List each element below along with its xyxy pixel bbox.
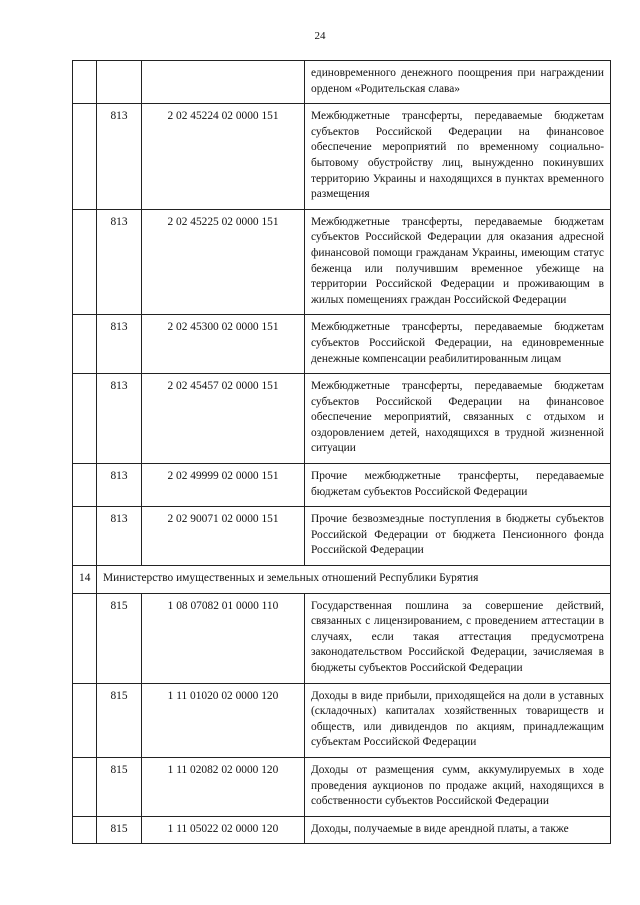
revenue-description-cell: Доходы от размещения сумм, аккумулируемых в ходе проведения аукционов по продаже акций, находящихся в собственности субъектов Российской Федерации bbox=[305, 757, 611, 816]
revenue-description-cell: единовременного денежного поощрения при награждении орденом «Родительская слава» bbox=[305, 61, 611, 104]
row-number-cell bbox=[73, 464, 97, 507]
ministry-row bbox=[73, 566, 611, 594]
revenue-description-cell: Межбюджетные трансферты, передаваемые бюджетам субъектов Российской Федерации для оказания адресной финансовой помощи гражданам Украины, имеющим статус беженца или получившим временное убежище на территории Российской Федерации и проживающим в жилых помещениях граждан Российской Федерации bbox=[305, 209, 611, 315]
table-row bbox=[73, 683, 611, 757]
row-number-cell bbox=[73, 104, 97, 210]
revenue-code-cell: 2 02 90071 02 0000 151 bbox=[142, 507, 305, 566]
row-number-cell bbox=[73, 683, 97, 757]
admin-code-cell: 815 bbox=[97, 757, 142, 816]
table-body bbox=[73, 61, 611, 844]
admin-code-cell: 815 bbox=[97, 683, 142, 757]
revenue-code-cell: 2 02 45225 02 0000 151 bbox=[142, 209, 305, 315]
table-row bbox=[73, 104, 611, 210]
revenue-code-cell bbox=[142, 61, 305, 104]
revenue-administrators-table bbox=[72, 60, 611, 844]
revenue-description-cell: Прочие безвозмездные поступления в бюджеты субъектов Российской Федерации от бюджета Пенсионного фонда Российской Федерации bbox=[305, 507, 611, 566]
revenue-code-cell: 1 11 02082 02 0000 120 bbox=[142, 757, 305, 816]
row-number-cell bbox=[73, 757, 97, 816]
revenue-code-cell: 2 02 49999 02 0000 151 bbox=[142, 464, 305, 507]
admin-code-cell: 813 bbox=[97, 104, 142, 210]
row-number-cell: 14 bbox=[73, 566, 97, 594]
row-number-cell bbox=[73, 209, 97, 315]
revenue-description-cell: Доходы в виде прибыли, приходящейся на доли в уставных (складочных) капиталах хозяйственных товариществ и обществ, или дивидендов по акциям, принадлежащим субъектам Российской Федерации bbox=[305, 683, 611, 757]
revenue-code-cell: 1 08 07082 01 0000 110 bbox=[142, 593, 305, 683]
revenue-code-cell: 1 11 01020 02 0000 120 bbox=[142, 683, 305, 757]
admin-code-cell: 813 bbox=[97, 374, 142, 464]
admin-code-cell: 813 bbox=[97, 464, 142, 507]
admin-code-cell: 813 bbox=[97, 209, 142, 315]
table-row bbox=[73, 315, 611, 374]
table-row bbox=[73, 816, 611, 844]
row-number-cell bbox=[73, 593, 97, 683]
page-number: 24 bbox=[314, 30, 326, 42]
table-row bbox=[73, 61, 611, 104]
row-number-cell bbox=[73, 507, 97, 566]
row-number-cell bbox=[73, 816, 97, 844]
revenue-description-cell: Доходы, получаемые в виде арендной платы, а также bbox=[305, 816, 611, 844]
revenue-description-cell: Межбюджетные трансферты, передаваемые бюджетам субъектов Российской Федерации на финансовое обеспечение мероприятий по временному социально-бытовому обустройству лиц, вынужденно покинувших территорию Украины и находящихся в пунктах временного размещения bbox=[305, 104, 611, 210]
revenue-code-cell: 2 02 45224 02 0000 151 bbox=[142, 104, 305, 210]
revenue-description-cell: Межбюджетные трансферты, передаваемые бюджетам субъектов Российской Федерации на финансовое обеспечение мероприятий, связанных с отдыхом и оздоровлением детей, находящихся в трудной жизненной ситуации bbox=[305, 374, 611, 464]
row-number-cell bbox=[73, 61, 97, 104]
revenue-code-cell: 2 02 45457 02 0000 151 bbox=[142, 374, 305, 464]
admin-code-cell: 815 bbox=[97, 593, 142, 683]
admin-code-cell: 815 bbox=[97, 816, 142, 844]
row-number-cell bbox=[73, 374, 97, 464]
table-row bbox=[73, 507, 611, 566]
admin-code-cell: 813 bbox=[97, 315, 142, 374]
revenue-description-cell: Прочие межбюджетные трансферты, передаваемые бюджетам субъектов Российской Федерации bbox=[305, 464, 611, 507]
table-row bbox=[73, 757, 611, 816]
table-row bbox=[73, 464, 611, 507]
ministry-name-cell: Министерство имущественных и земельных отношений Республики Бурятия bbox=[97, 566, 611, 594]
table-row bbox=[73, 209, 611, 315]
table-row bbox=[73, 593, 611, 683]
row-number-cell bbox=[73, 315, 97, 374]
revenue-description-cell: Межбюджетные трансферты, передаваемые бюджетам субъектов Российской Федерации, на единовременные денежные компенсации реабилитированным лицам bbox=[305, 315, 611, 374]
table-row bbox=[73, 374, 611, 464]
revenue-code-cell: 1 11 05022 02 0000 120 bbox=[142, 816, 305, 844]
admin-code-cell bbox=[97, 61, 142, 104]
admin-code-cell: 813 bbox=[97, 507, 142, 566]
revenue-description-cell: Государственная пошлина за совершение действий, связанных с лицензированием, с проведением аттестации в случаях, если такая аттестация предусмотрена законодательством Российской Федерации, зачисляемая в бюджеты субъектов Российской Федерации bbox=[305, 593, 611, 683]
revenue-code-cell: 2 02 45300 02 0000 151 bbox=[142, 315, 305, 374]
